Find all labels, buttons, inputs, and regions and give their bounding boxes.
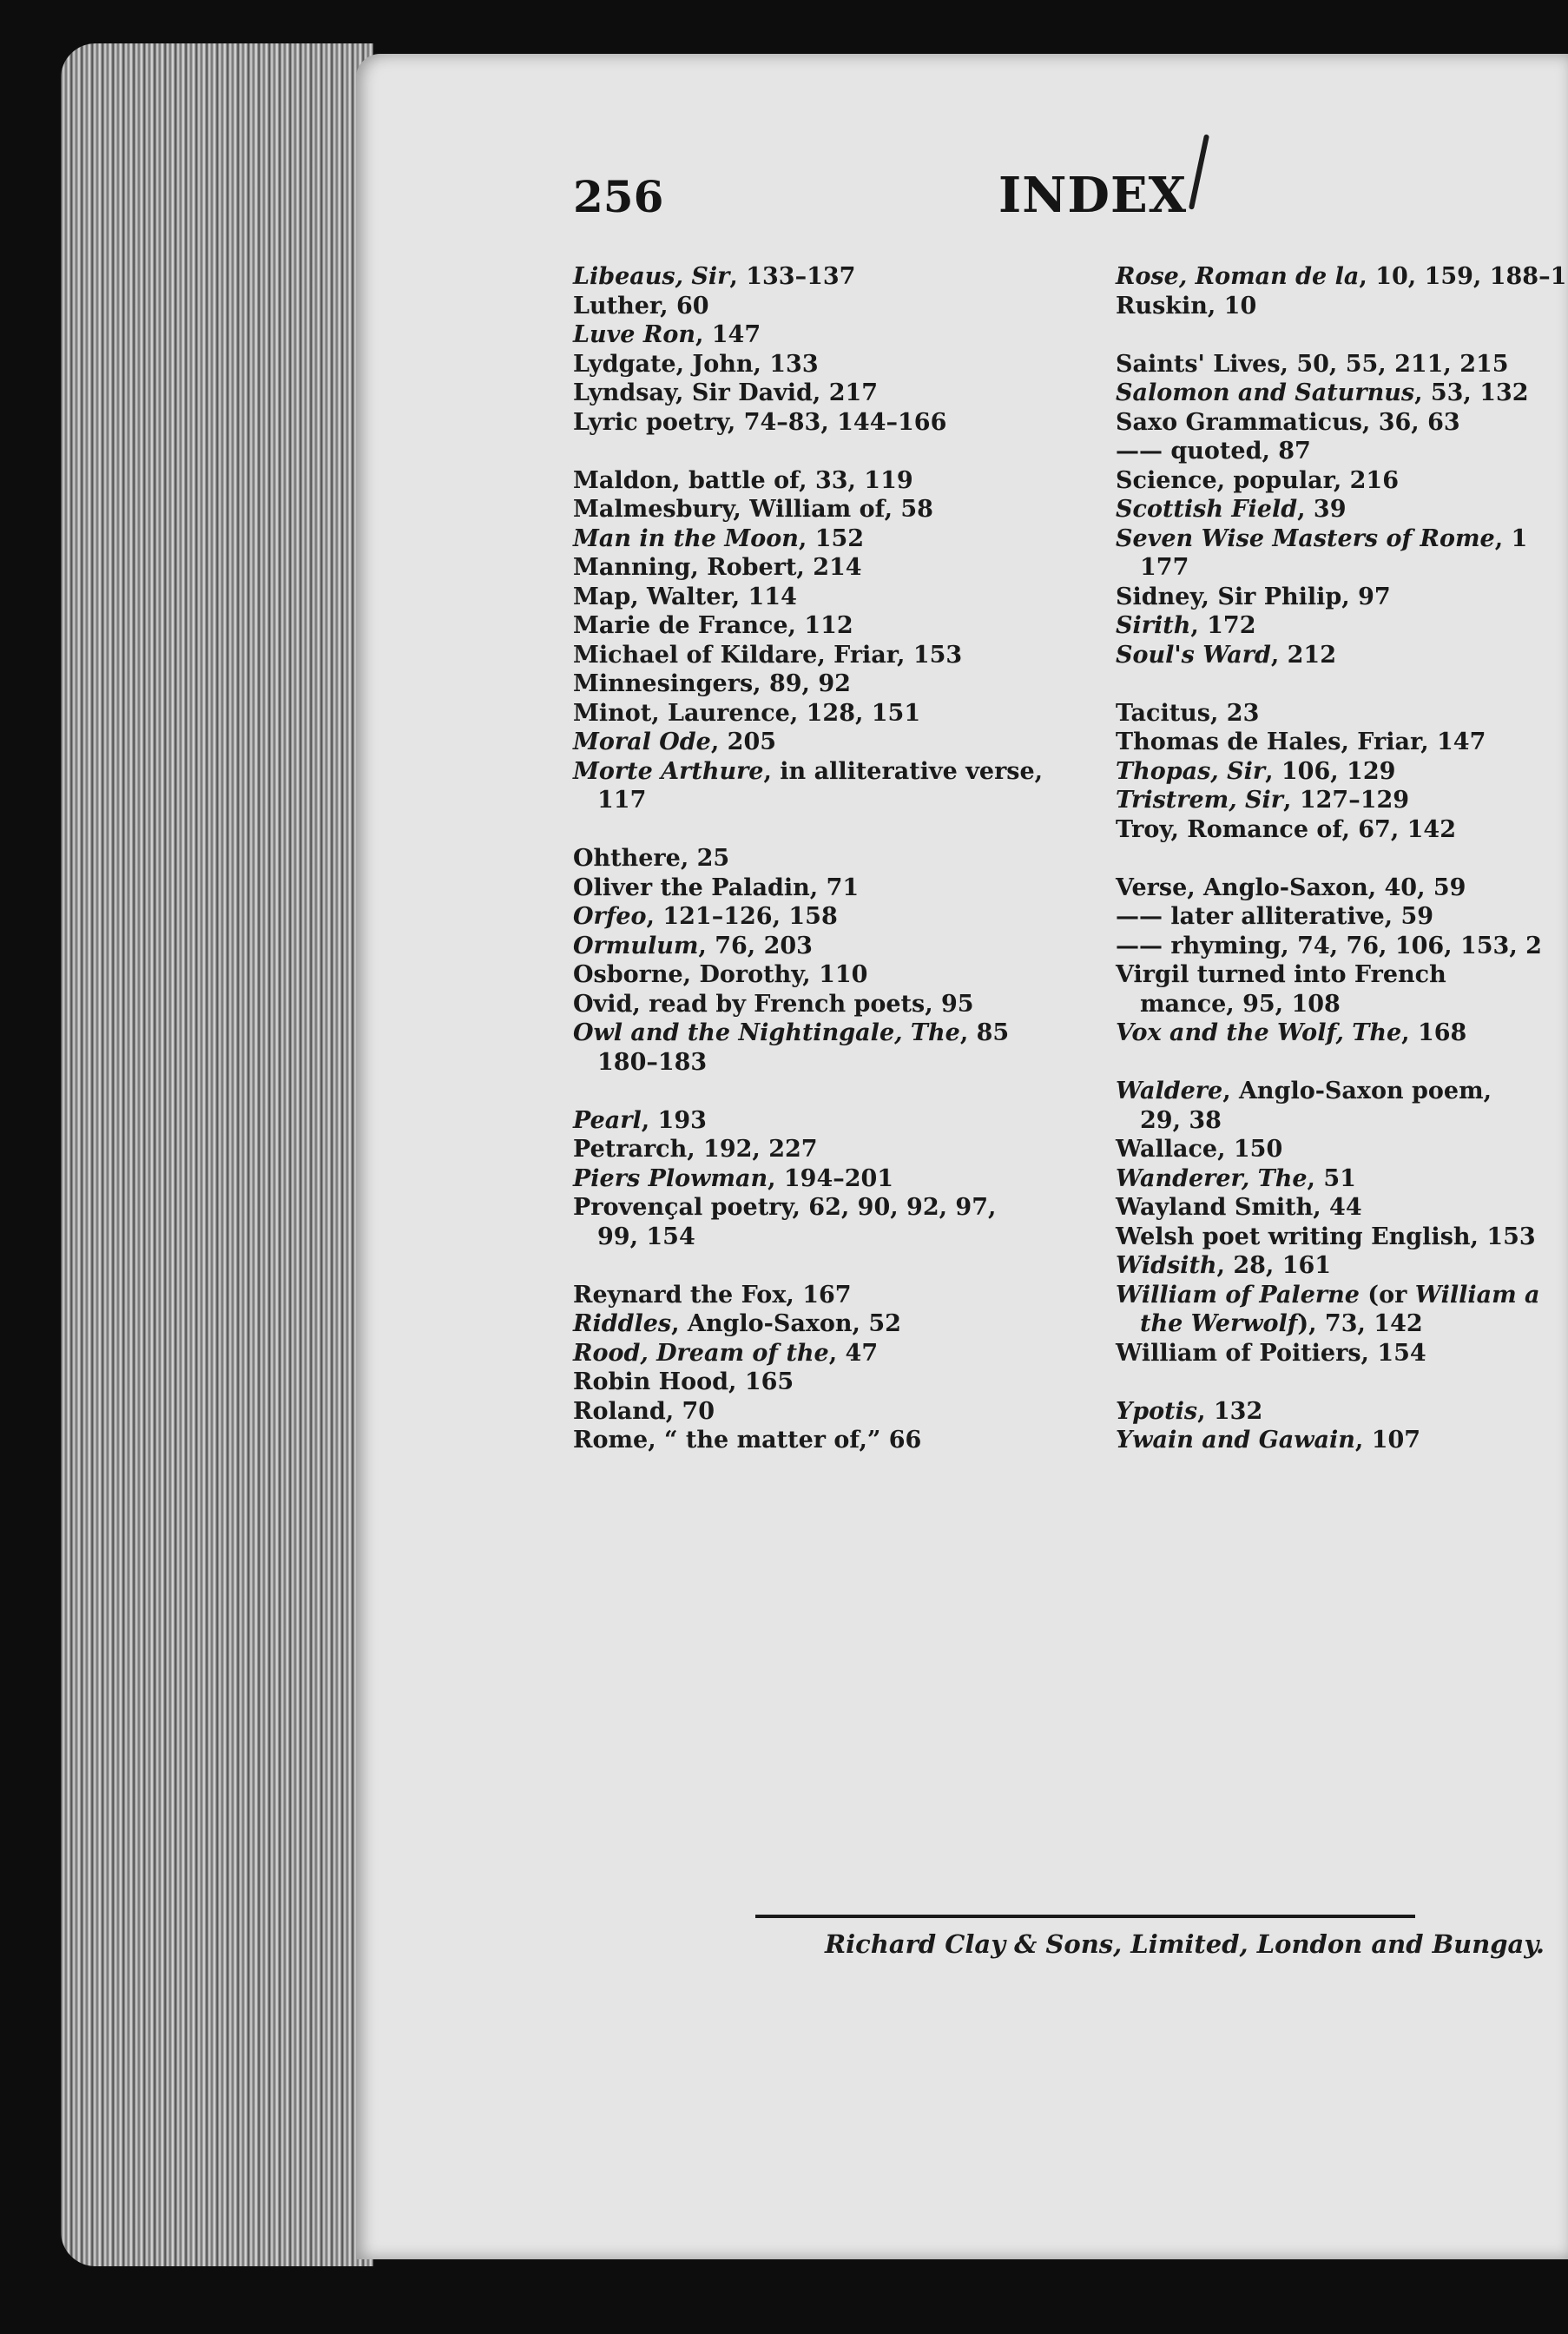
entry-text: Science, popular, 216 xyxy=(1116,466,1399,494)
index-entry xyxy=(1116,1281,1568,1339)
index-entry-continuation xyxy=(1116,990,1568,1019)
entry-text: , 53, 132 xyxy=(1414,379,1529,406)
entry-text: , 28, 161 xyxy=(1216,1252,1332,1279)
index-entry xyxy=(1116,495,1568,524)
entry-text: , 47 xyxy=(828,1339,879,1367)
index-entry xyxy=(573,757,1059,815)
entry-text: , 107 xyxy=(1354,1427,1421,1454)
index-entry xyxy=(1116,1164,1568,1194)
index-entry xyxy=(573,553,1059,583)
index-entry xyxy=(1116,1339,1568,1368)
entry-title: Moral Ode xyxy=(573,729,711,755)
index-entry xyxy=(1116,611,1568,641)
entry-title: the Werwolf xyxy=(1140,1310,1298,1337)
entry-text: Oliver the Paladin, 71 xyxy=(573,874,860,901)
entry-title: Widsith xyxy=(1116,1252,1217,1279)
entry-title: Orfeo xyxy=(573,903,647,930)
entry-text: , 147 xyxy=(695,321,761,348)
page-number: 256 xyxy=(573,171,664,222)
entry-text: Map, Walter, 114 xyxy=(573,583,797,610)
entry-text: , 127–129 xyxy=(1283,787,1410,814)
entry-text: , 172 xyxy=(1190,612,1256,639)
entry-text: mance, 95, 108 xyxy=(1140,990,1341,1018)
entry-text: 180–183 xyxy=(597,1048,708,1076)
entry-text: —— quoted, 87 xyxy=(1116,438,1311,465)
entry-text: , 106, 129 xyxy=(1265,757,1396,785)
index-entry xyxy=(1116,1019,1568,1048)
entry-text: Lyric poetry, 74–83, 144–166 xyxy=(573,408,947,436)
entry-title: Vox and the Wolf, The xyxy=(1116,1019,1402,1046)
entry-text: —— later alliterative, 59 xyxy=(1116,903,1434,930)
entry-text: Provençal poetry, 62, 90, 92, 97, xyxy=(573,1194,997,1221)
entry-title: Rood, Dream of the xyxy=(573,1339,829,1367)
entry-text: Osborne, Dorothy, 110 xyxy=(573,961,868,988)
entry-text: Wayland Smith, 44 xyxy=(1116,1194,1362,1221)
index-entry-continuation xyxy=(1116,553,1568,583)
entry-text: Saints' Lives, 50, 55, 211, 215 xyxy=(1116,350,1509,378)
entry-text: , 85 xyxy=(959,1019,1010,1046)
index-entry xyxy=(1116,699,1568,729)
index-entry xyxy=(573,1135,1059,1164)
index-entry xyxy=(573,1426,1059,1455)
index-entry xyxy=(573,1193,1059,1251)
index-entry xyxy=(573,641,1059,670)
book-page-edges xyxy=(61,43,373,2266)
entry-text: , 152 xyxy=(798,524,865,552)
index-entry xyxy=(573,844,1059,874)
entry-text: Sidney, Sir Philip, 97 xyxy=(1116,583,1391,610)
entry-text: , 205 xyxy=(710,729,777,755)
entry-text: , 76, 203 xyxy=(698,932,813,959)
entry-title: Wanderer, The xyxy=(1116,1164,1308,1192)
entry-text: , 121–126, 158 xyxy=(646,903,838,930)
index-entry xyxy=(573,495,1059,524)
entry-text: Lyndsay, Sir David, 217 xyxy=(573,379,879,406)
index-entry xyxy=(573,699,1059,729)
index-entry xyxy=(573,262,1059,292)
entry-text: Reynard the Fox, 167 xyxy=(573,1281,852,1309)
index-column-right xyxy=(1116,262,1568,1455)
entry-text: Rome, “ the matter of,” 66 xyxy=(573,1427,922,1454)
entry-text: ), 73, 142 xyxy=(1297,1310,1423,1337)
index-entry xyxy=(573,611,1059,641)
entry-title: Scottish Field xyxy=(1116,496,1298,523)
entry-title: Morte Arthure xyxy=(573,757,764,785)
entry-text: Malmesbury, William of, 58 xyxy=(573,496,933,523)
index-entry xyxy=(1116,1397,1568,1427)
entry-title: Luve Ron xyxy=(573,321,695,348)
index-entry xyxy=(1116,932,1568,961)
entry-text: Roland, 70 xyxy=(573,1397,715,1425)
index-entry xyxy=(573,669,1059,699)
index-entry xyxy=(1116,583,1568,612)
entry-title: Thopas, Sir xyxy=(1116,757,1266,785)
entry-title: Sirith xyxy=(1116,612,1191,639)
entry-text: Robin Hood, 165 xyxy=(573,1368,794,1395)
index-entry xyxy=(573,1164,1059,1194)
index-entry xyxy=(1116,874,1568,903)
index-entry xyxy=(573,320,1059,350)
index-entry xyxy=(1116,350,1568,379)
index-entry xyxy=(1116,379,1568,408)
index-entry xyxy=(573,1106,1059,1136)
entry-title: Owl and the Nightingale, The xyxy=(573,1019,960,1046)
index-entry xyxy=(1116,1077,1568,1135)
entry-title: Libeaus, Sir xyxy=(573,263,730,290)
index-entry xyxy=(1116,437,1568,466)
index-entry xyxy=(573,1019,1059,1077)
index-entry xyxy=(573,1368,1059,1397)
index-entry xyxy=(1116,1251,1568,1281)
index-entry xyxy=(1116,1223,1568,1252)
entry-text: , 10, 159, 188–1 xyxy=(1359,263,1567,290)
entry-text: 177 xyxy=(1140,554,1189,581)
entry-text: , 212 xyxy=(1270,641,1337,669)
index-entry xyxy=(1116,757,1568,787)
entry-text: William of Poitiers, 154 xyxy=(1116,1339,1426,1367)
entry-text: , Anglo-Saxon poem, xyxy=(1222,1078,1492,1104)
entry-text: Manning, Robert, 214 xyxy=(573,554,862,581)
index-entry xyxy=(573,1281,1059,1310)
index-entry xyxy=(573,292,1059,321)
entry-text: 117 xyxy=(597,787,647,814)
entry-text: , 1 xyxy=(1494,524,1528,552)
index-entry xyxy=(1116,292,1568,321)
index-entry xyxy=(573,379,1059,408)
index-entry xyxy=(573,1309,1059,1339)
index-entry xyxy=(573,466,1059,496)
entry-title: Riddles xyxy=(573,1310,672,1337)
entry-text: Ohthere, 25 xyxy=(573,845,730,872)
entry-text: , 39 xyxy=(1297,496,1347,523)
entry-title: Waldere xyxy=(1116,1078,1223,1104)
index-entry xyxy=(573,524,1059,554)
entry-text: Luther, 60 xyxy=(573,292,709,320)
entry-text: Michael of Kildare, Friar, 153 xyxy=(573,641,963,669)
index-entry-continuation xyxy=(573,1048,1059,1078)
entry-title: Soul's Ward xyxy=(1116,641,1271,669)
entry-title: Salomon and Saturnus xyxy=(1116,379,1415,406)
index-entry xyxy=(573,874,1059,903)
entry-text: 29, 38 xyxy=(1140,1106,1222,1134)
index-page xyxy=(356,54,1568,2259)
entry-text: Minot, Laurence, 128, 151 xyxy=(573,699,921,727)
entry-text: Thomas de Hales, Friar, 147 xyxy=(1116,729,1486,755)
entry-title: Tristrem, Sir xyxy=(1116,787,1284,814)
index-entry xyxy=(1116,1193,1568,1223)
running-head: INDEX xyxy=(998,167,1188,224)
entry-title: Ormulum xyxy=(573,932,699,959)
entry-text: Maldon, battle of, 33, 119 xyxy=(573,466,913,494)
entry-text: (or xyxy=(1359,1281,1415,1309)
index-entry xyxy=(573,350,1059,379)
entry-title: Man in the Moon xyxy=(573,524,799,552)
index-entry xyxy=(573,902,1059,932)
pencil-mark xyxy=(1189,134,1209,209)
entry-text: , 168 xyxy=(1401,1019,1467,1046)
index-entry xyxy=(1116,960,1568,1019)
index-entry xyxy=(1116,1135,1568,1164)
entry-title: Seven Wise Masters of Rome xyxy=(1116,524,1495,552)
index-entry xyxy=(1116,262,1568,292)
entry-text: Wallace, 150 xyxy=(1116,1136,1283,1163)
entry-title: Ypotis xyxy=(1116,1397,1198,1425)
index-entry xyxy=(573,1397,1059,1427)
entry-text: Ovid, read by French poets, 95 xyxy=(573,990,974,1018)
entry-text: , Anglo-Saxon, 52 xyxy=(671,1310,901,1337)
entry-text: , 51 xyxy=(1307,1164,1356,1192)
index-entry xyxy=(573,728,1059,757)
entry-text: , 132 xyxy=(1197,1397,1263,1425)
index-entry xyxy=(1116,902,1568,932)
entry-title: Rose, Roman de la xyxy=(1116,263,1360,290)
index-entry xyxy=(573,960,1059,990)
entry-title: William a xyxy=(1414,1281,1540,1309)
entry-text: Virgil turned into French xyxy=(1116,961,1446,988)
entry-text: 99, 154 xyxy=(597,1223,695,1250)
index-entry xyxy=(1116,466,1568,496)
printer-imprint: Richard Clay & Sons, Limited, London and Bungay. xyxy=(825,1929,1545,1959)
entry-text: Petrarch, 192, 227 xyxy=(573,1136,818,1163)
index-entry xyxy=(573,932,1059,961)
index-entry xyxy=(1116,641,1568,670)
entry-text: , in alliterative verse, xyxy=(763,757,1044,785)
entry-title: Pearl xyxy=(573,1106,642,1134)
entry-text: , 133–137 xyxy=(729,263,856,290)
index-entry xyxy=(573,1339,1059,1368)
index-entry xyxy=(573,583,1059,612)
index-entry-continuation xyxy=(573,786,1059,815)
entry-title: William of Palerne xyxy=(1116,1281,1360,1309)
entry-title: Ywain and Gawain xyxy=(1116,1427,1355,1454)
index-entry xyxy=(1116,815,1568,845)
entry-text: Ruskin, 10 xyxy=(1116,292,1257,320)
index-entry xyxy=(1116,786,1568,815)
index-entry xyxy=(1116,728,1568,757)
entry-text: Marie de France, 112 xyxy=(573,612,853,639)
index-entry-continuation xyxy=(573,1223,1059,1252)
entry-text: Troy, Romance of, 67, 142 xyxy=(1116,815,1456,843)
entry-text: Welsh poet writing English, 153 xyxy=(1116,1223,1536,1250)
index-entry xyxy=(1116,1426,1568,1455)
entry-text: , 193 xyxy=(641,1106,707,1134)
entry-text: Tacitus, 23 xyxy=(1116,699,1260,727)
index-entry xyxy=(573,990,1059,1019)
entry-text: Verse, Anglo-Saxon, 40, 59 xyxy=(1116,874,1466,901)
entry-text: , 194–201 xyxy=(768,1164,894,1192)
index-entry xyxy=(1116,408,1568,438)
entry-title: Piers Plowman xyxy=(573,1164,768,1192)
entry-text: Saxo Grammaticus, 36, 63 xyxy=(1116,408,1460,436)
index-entry xyxy=(573,408,1059,438)
index-entry-continuation xyxy=(1116,1309,1568,1339)
index-entry xyxy=(1116,524,1568,583)
index-entry-continuation xyxy=(1116,1106,1568,1136)
entry-text: Lydgate, John, 133 xyxy=(573,350,819,378)
entry-text: Minnesingers, 89, 92 xyxy=(573,670,851,697)
entry-text: —— rhyming, 74, 76, 106, 153, 2 xyxy=(1116,932,1542,959)
footer-rule xyxy=(755,1915,1415,1918)
index-column-left xyxy=(573,262,1059,1455)
